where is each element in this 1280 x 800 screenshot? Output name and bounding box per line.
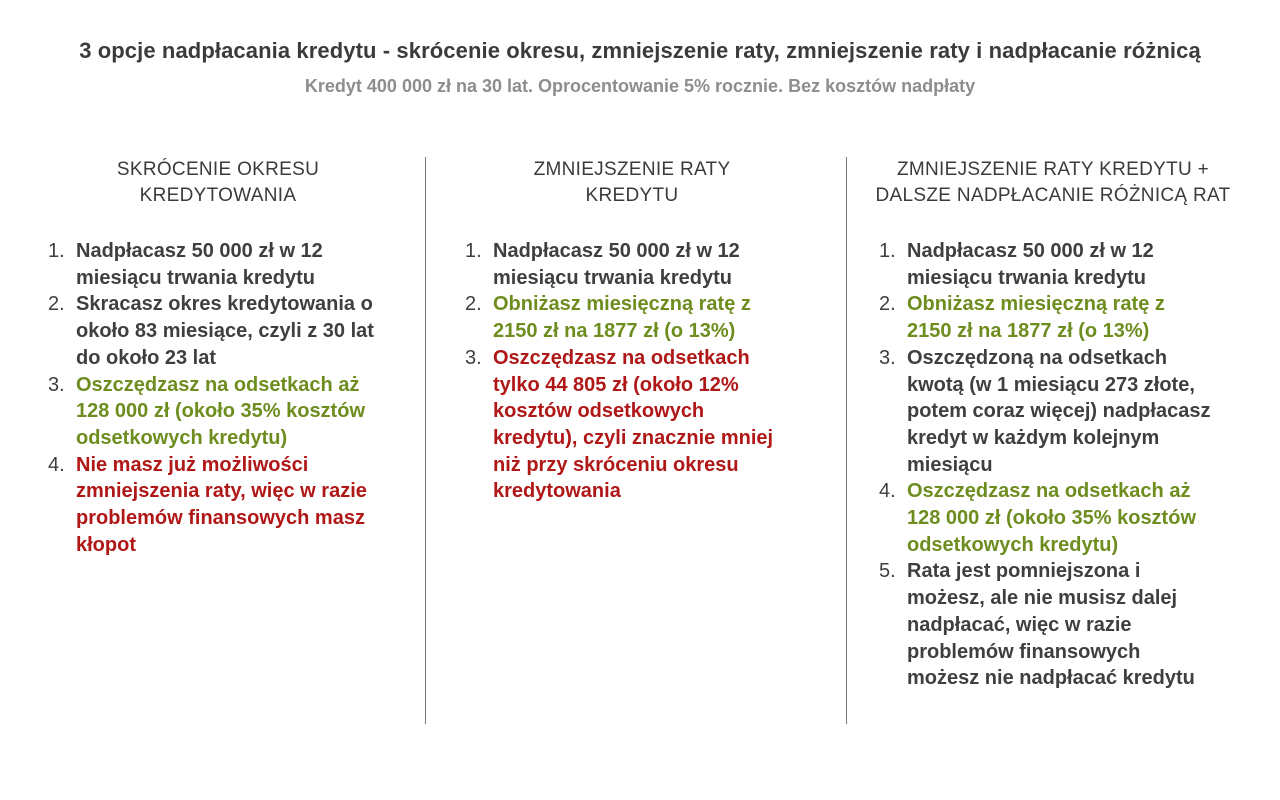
column-heading-line: DALSZE NADPŁACANIE RÓŻNICĄ RAT [875,185,1231,206]
list-item [879,345,1217,479]
list-item-text: Oszczędzasz na odsetkach aż 128 000 zł (około 35% kosztów odsetkowych kredytu) [907,480,1196,556]
list-item [48,238,388,291]
list-item [465,345,785,505]
list-item-number: 4. [879,480,896,503]
list-item [879,291,1209,344]
page-subtitle: Kredyt 400 000 zł na 30 lat. Oprocentowanie 5% rocznie. Bez kosztów nadpłaty [304,76,976,96]
list-item [465,238,785,291]
list-item [48,291,388,371]
column-heading-line: KREDYTU [585,185,679,206]
list-item-text: Oszczędzasz na odsetkach aż 128 000 zł (około 35% kosztów odsetkowych kredytu) [76,373,365,449]
list-item-text: Nie masz już możliwości zmniejszenia raty, więc w razie problemów finansowych masz kłopot [76,453,367,556]
list-item-number: 3. [48,373,65,396]
list-item [879,238,1209,291]
list-item-text: Obniżasz miesięczną ratę z 2150 zł na 1877 zł (o 13%) [493,293,751,343]
column-heading [858,157,1248,209]
option-column-shorten-period [48,157,388,556]
column-divider [425,157,426,724]
option-column-reduce-installment [465,157,805,503]
list-item-number: 2. [879,293,896,316]
list-item [48,372,376,452]
option-column-reduce-and-overpay [866,157,1256,690]
benefits-list [48,238,388,558]
list-item-text: Nadpłacasz 50 000 zł w 12 miesiącu trwania kredytu [907,240,1154,289]
column-heading [48,157,388,209]
list-item-number: 3. [879,346,896,369]
list-item-text: Skracasz okres kredytowania o około 83 miesiące, czyli z 30 lat do około 23 lat [76,293,374,369]
list-item-text: Oszczędzasz na odsetkach tylko 44 805 zł (około 12% kosztów odsetkowych kredytu), czyli znacznie mniej niż przy skróceniu okresu kredytowania [493,346,774,503]
list-item-text: Nadpłacasz 50 000 zł w 12 miesiącu trwania kredytu [76,240,323,289]
list-item-number: 5. [879,560,896,583]
list-item-text: Nadpłacasz 50 000 zł w 12 miesiącu trwania kredytu [493,240,740,289]
list-item [48,452,376,559]
list-item-number: 1. [879,240,896,262]
list-item-number: 1. [465,240,482,262]
list-item-number: 1. [48,240,65,262]
list-item-text: Oszczędzoną na odsetkach kwotą (w 1 miesiącu 273 złote, potem coraz więcej) nadpłacasz kredyt w każdym kolejnym miesiącu [907,346,1211,476]
list-item-text: Obniżasz miesięczną ratę z 2150 zł na 1877 zł (o 13%) [907,293,1165,343]
column-heading-line: ZMNIEJSZENIE RATY [533,159,731,180]
benefits-list [465,238,785,505]
list-item-number: 2. [465,293,482,316]
column-heading-line: KREDYTOWANIA [139,185,297,206]
list-item-text: Rata jest pomniejszona i możesz, ale nie musisz dalej nadpłacać, więc w razie problemów finansowych możesz nie nadpłacać kredytu [907,560,1195,690]
list-item-number: 4. [48,453,65,476]
page-title: 3 opcje nadpłacania kredytu - skrócenie okresu, zmniejszenie raty, zmniejszenie raty i nadpłacanie różnicą [79,38,1201,63]
list-item [879,478,1217,558]
list-item [465,291,785,344]
column-heading-line: ZMNIEJSZENIE RATY KREDYTU + [897,159,1209,180]
benefits-list [879,238,1209,692]
column-divider [846,157,847,724]
list-item-number: 2. [48,293,65,316]
list-item [879,558,1217,692]
list-item-number: 3. [465,346,482,369]
column-heading [462,157,802,209]
column-heading-line: SKRÓCENIE OKRESU [116,159,320,180]
